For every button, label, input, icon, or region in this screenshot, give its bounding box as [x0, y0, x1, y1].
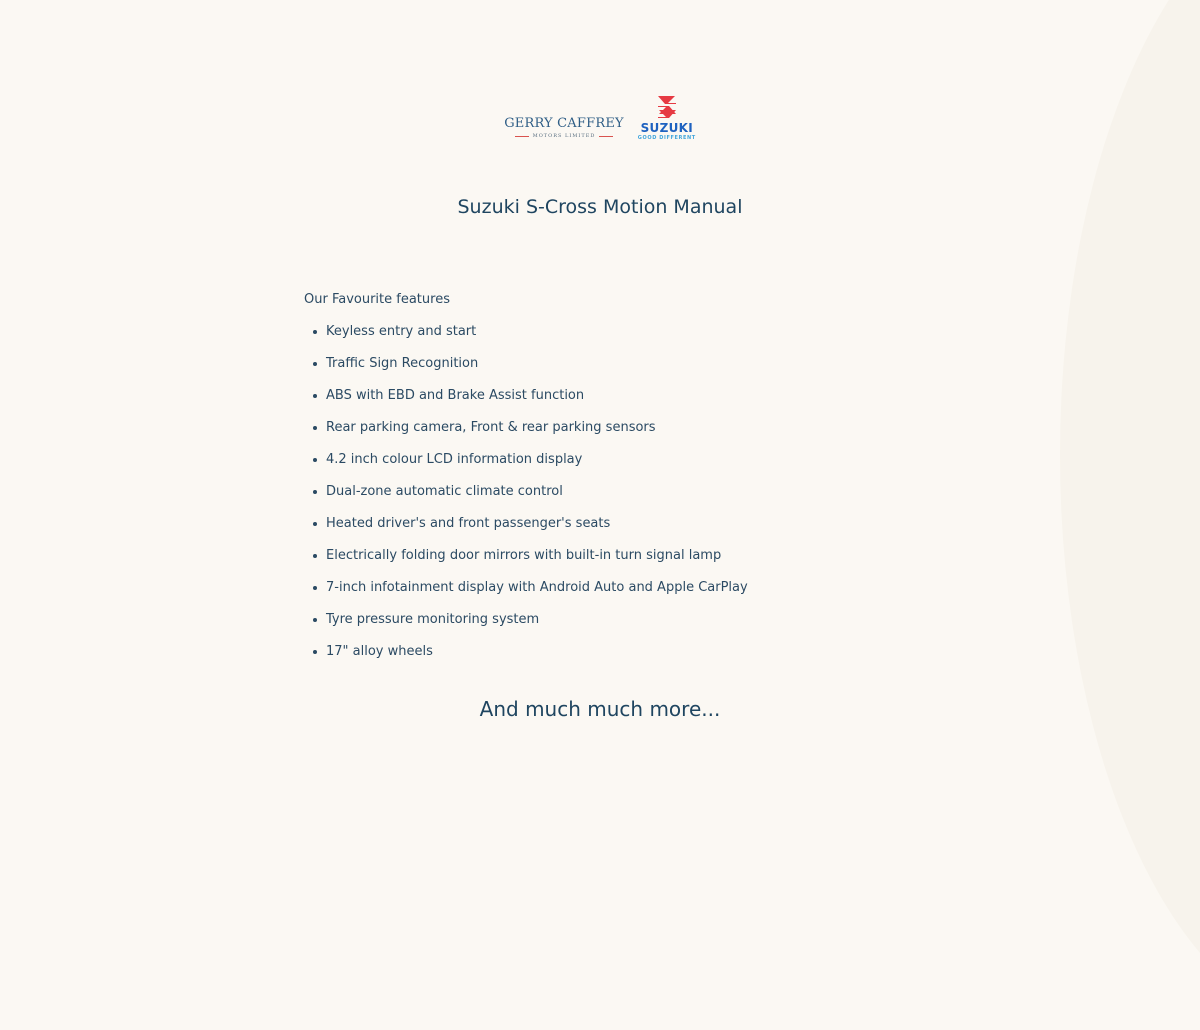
- feature-item: Keyless entry and start: [304, 323, 904, 355]
- feature-item: Tyre pressure monitoring system: [304, 611, 904, 643]
- feature-item: 7-inch infotainment display with Android Auto and Apple CarPlay: [304, 579, 904, 611]
- dealer-name: GERRY CAFFREY: [504, 116, 624, 131]
- closing-text: And much much more...: [479, 697, 721, 721]
- feature-list: [304, 323, 904, 675]
- dealer-logo: [504, 116, 624, 139]
- suzuki-logo: [638, 95, 696, 141]
- dealer-divider-right: [599, 136, 613, 137]
- feature-item: 17" alloy wheels: [304, 643, 904, 675]
- feature-item: 4.2 inch colour LCD information display: [304, 451, 904, 483]
- features-section: [304, 291, 904, 675]
- suzuki-s-emblem-icon: [654, 95, 680, 119]
- features-heading: Our Favourite features: [304, 292, 450, 307]
- feature-item: Dual-zone automatic climate control: [304, 483, 904, 515]
- feature-item: Heated driver's and front passenger's seats: [304, 515, 904, 547]
- feature-item: Rear parking camera, Front & rear parking sensors: [304, 419, 904, 451]
- background-curve: [1060, 0, 1200, 1030]
- feature-item: Electrically folding door mirrors with built-in turn signal lamp: [304, 547, 904, 579]
- dealer-subtitle: MOTORS LIMITED: [532, 133, 596, 139]
- feature-item: ABS with EBD and Brake Assist function: [304, 387, 904, 419]
- feature-item: Traffic Sign Recognition: [304, 355, 904, 387]
- brand-tagline: GOOD DIFFERENT: [637, 135, 696, 141]
- dealer-divider-left: [515, 136, 529, 137]
- dealer-sub-row: [515, 133, 614, 139]
- logo-bar: [0, 95, 1200, 141]
- page-title: Suzuki S-Cross Motion Manual: [457, 196, 743, 218]
- brand-name: SUZUKI: [640, 121, 693, 135]
